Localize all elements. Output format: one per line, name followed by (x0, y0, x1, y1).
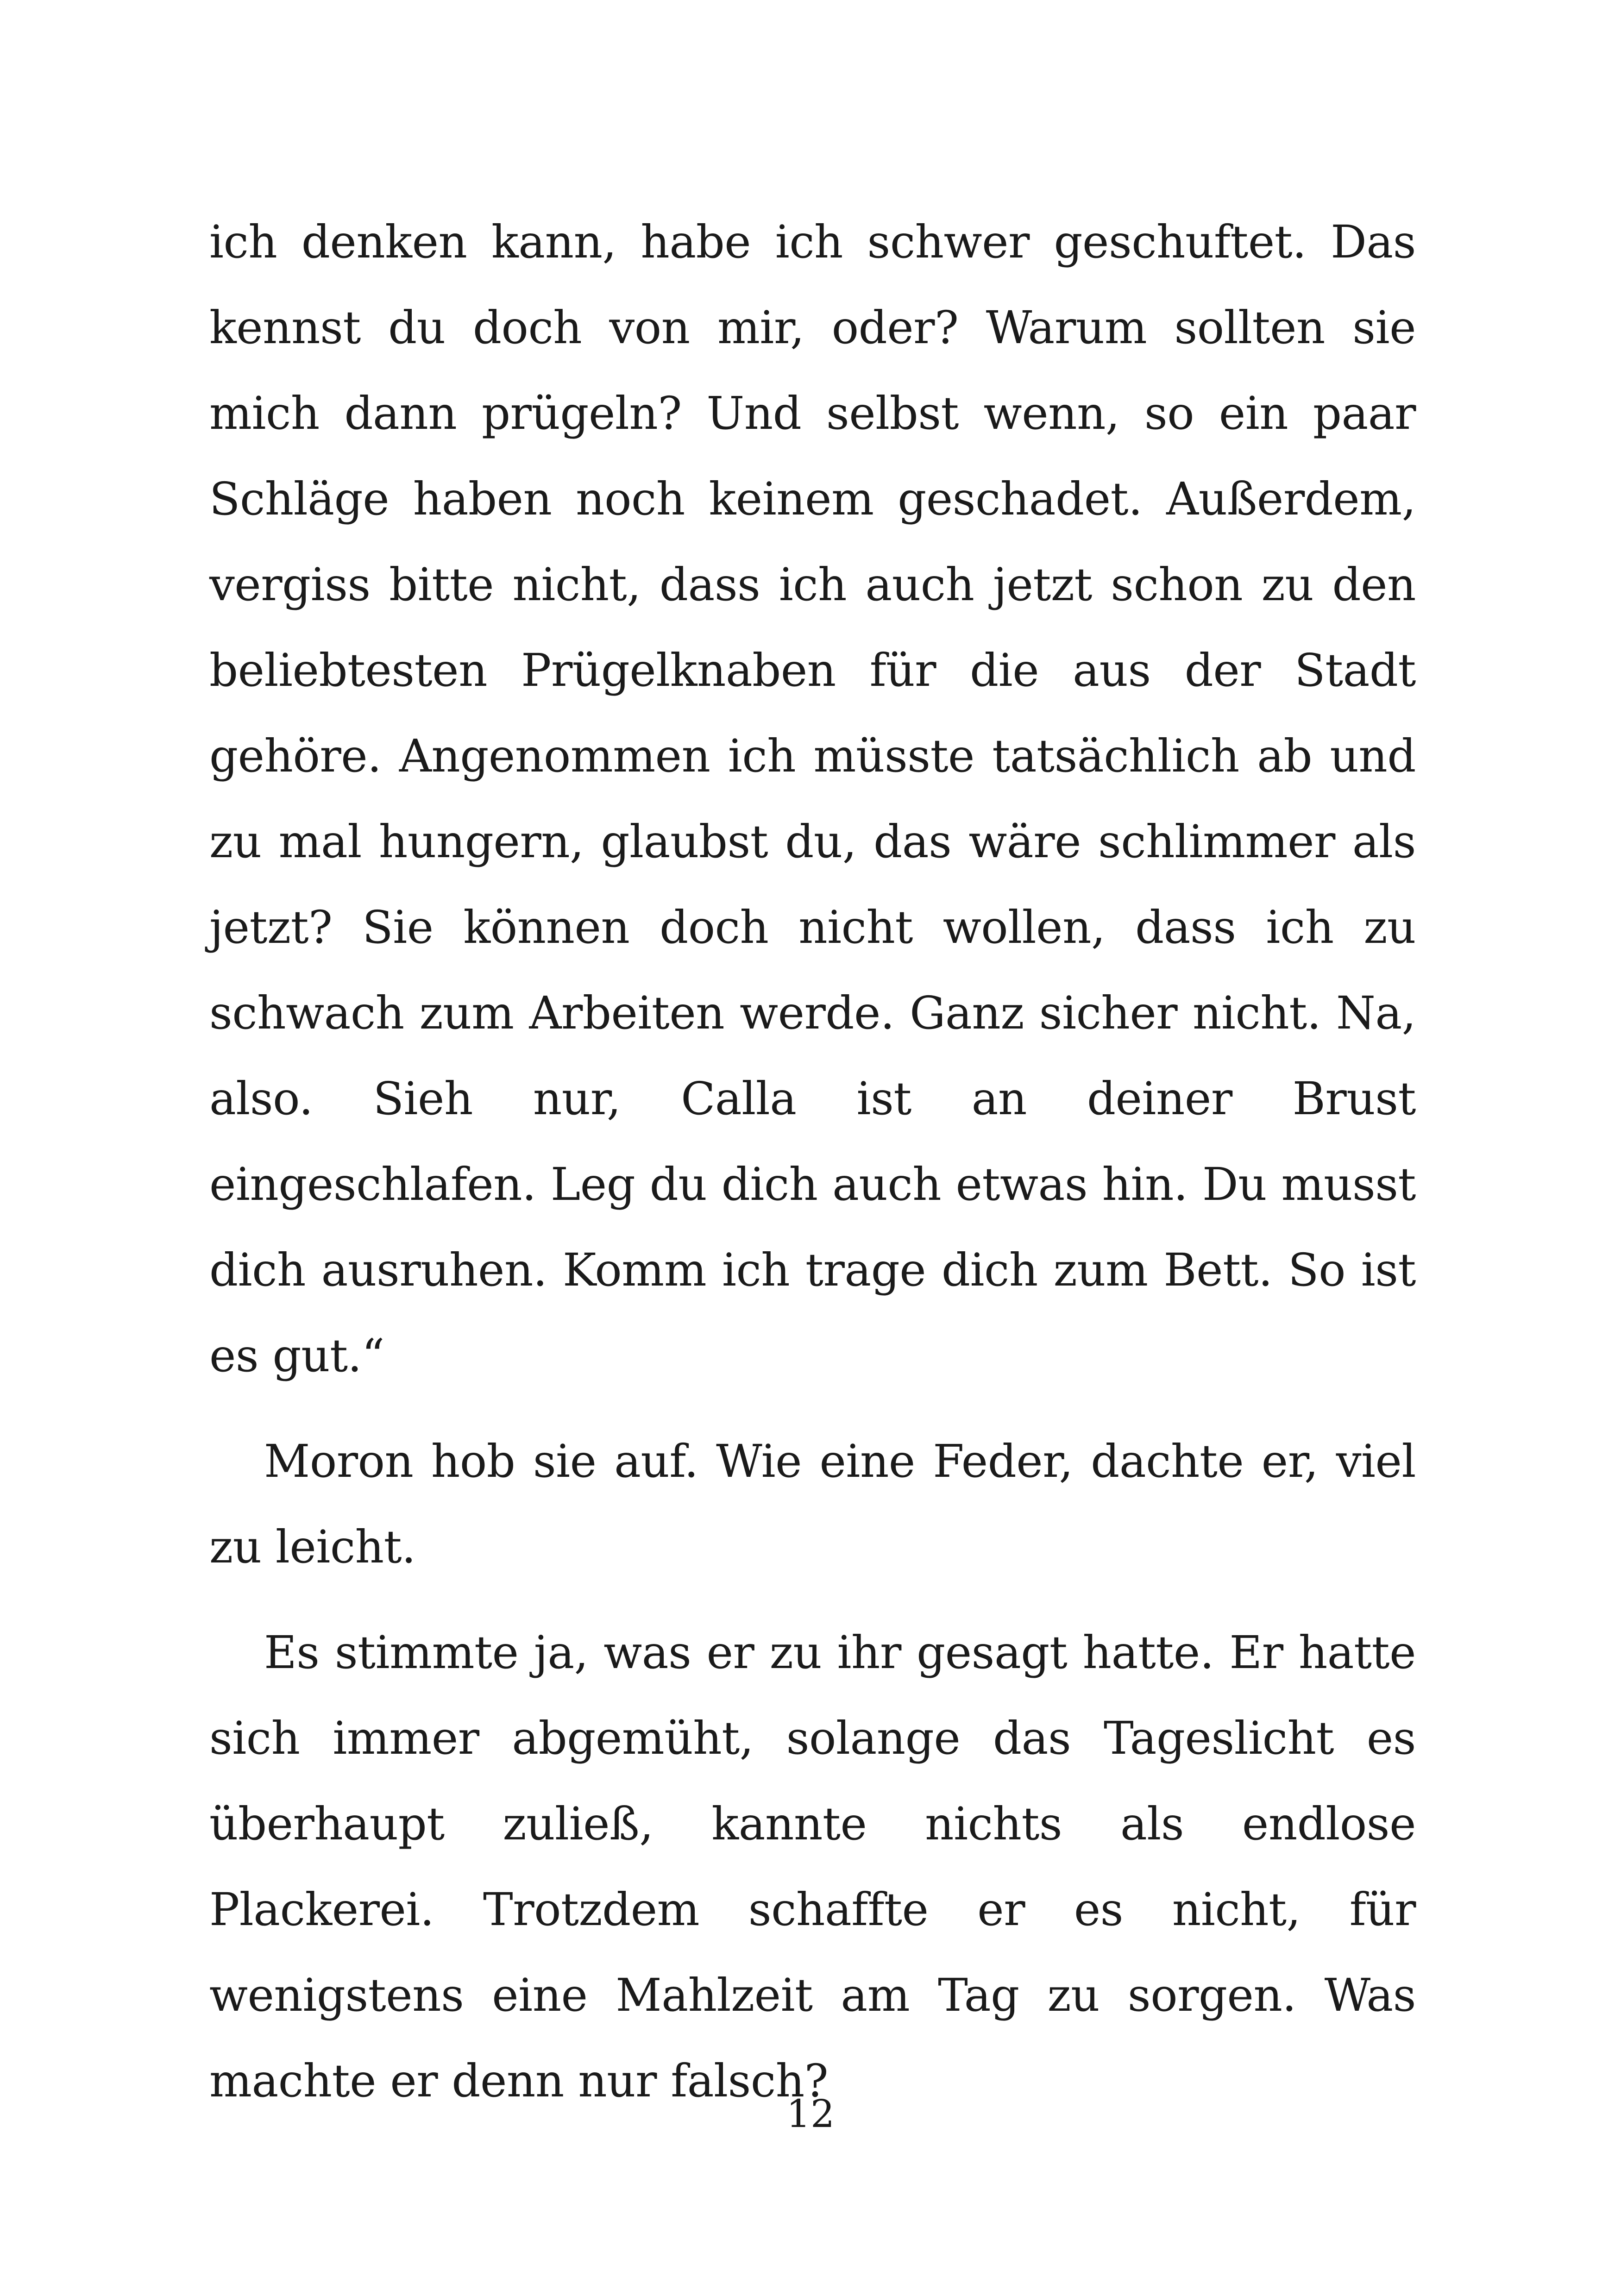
paragraph-moron-lifts-her: Moron hob sie auf. Wie eine Feder, dachte er, viel zu leicht. (209, 1435, 1416, 1573)
paragraph-dialogue-continuation: ich denken kann, habe ich schwer geschuftet. Das kennst du doch von mir, oder? Warum sollten sie mich dann prügeln? Und selbst wenn, so ein paar Schläge haben noch keinem geschadet. Außerdem, vergiss bitte nicht, dass ich auch jetzt schon zu den beliebtesten Prügelknaben für die aus der Stadt gehöre. Angenommen ich müsste tatsächlich ab und zu mal hungern, glaubst du, das wäre schlimmer als jetzt? Sie können doch nicht wollen, dass ich zu schwach zum Arbeiten werde. Ganz sicher nicht. Na, also. Sieh nur, Calla ist an deiner Brust eingeschlafen. Leg du dich auch etwas hin. Du musst dich ausruhen. Komm ich trage dich zum Bett. So ist es gut.“ (209, 216, 1416, 1382)
paragraph-endless-toil: Es stimmte ja, was er zu ihr gesagt hatte. Er hatte sich immer abgemüht, solange das Tageslicht es überhaupt zuließ, kannte nichts als endlose Plackerei. Trotzdem schaffte er es nicht, für wenigstens eine Mahlzeit am Tag zu sorgen. Was machte er denn nur falsch? (209, 1626, 1416, 2107)
body-text (209, 199, 1416, 2124)
page-number: 12 (786, 2092, 835, 2136)
